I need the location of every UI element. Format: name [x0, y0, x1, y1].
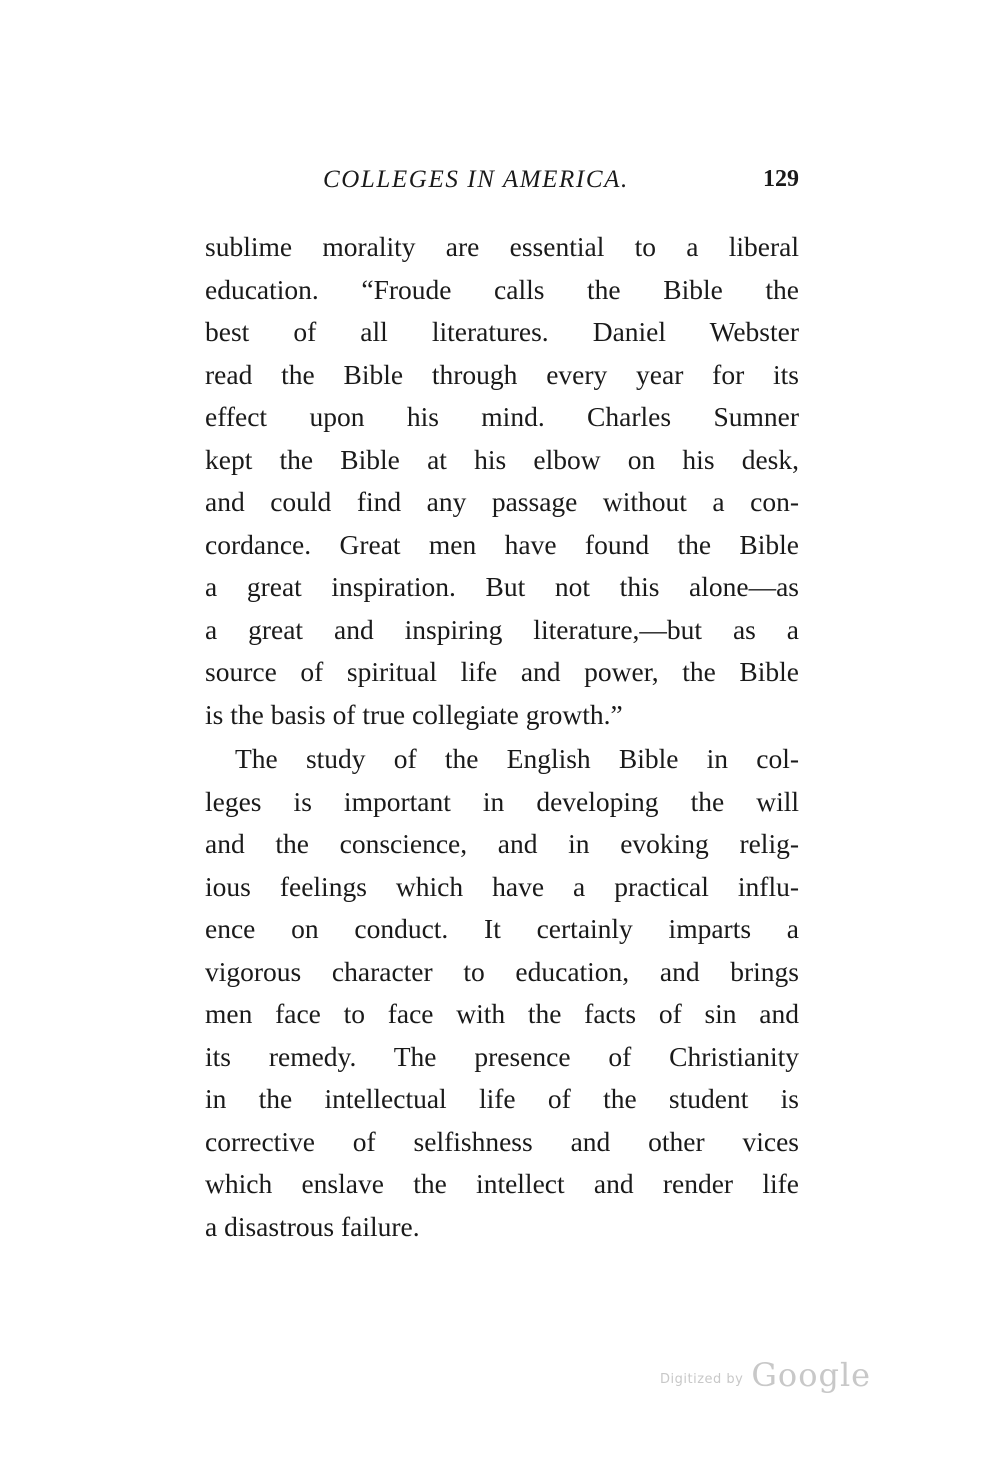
page-number: 129 — [763, 166, 799, 192]
text-line: a great inspiration. But not this alone—as — [205, 571, 799, 602]
google-logo-text: Google — [751, 1356, 872, 1394]
text-line: ence on conduct. It certainly imparts a — [205, 913, 799, 944]
text-line: and the conscience, and in evoking relig- — [205, 828, 799, 859]
text-line: ious feelings which have a practical influ- — [205, 870, 799, 902]
text-line: vigorous character to education, and brings — [205, 955, 799, 987]
text-line: effect upon his mind. Charles Sumner — [205, 401, 799, 432]
text-line: men face to face with the facts of sin and — [205, 998, 799, 1029]
text-line: a great and inspiring literature,—but as a — [205, 613, 799, 645]
running-head — [205, 166, 799, 198]
watermark-prefix: Digitized by — [660, 1372, 744, 1387]
text-line: and could find any passage without a con- — [205, 486, 799, 517]
text-line: read the Bible through every year for its — [205, 358, 799, 390]
paragraph-2 — [205, 738, 799, 1248]
text-line: in the intellectual life of the student is — [205, 1083, 799, 1114]
text-line: cordance. Great men have found the Bible — [205, 528, 799, 560]
text-line: source of spiritual life and power, the Bible — [205, 656, 799, 687]
digitized-by-google-watermark — [660, 1356, 871, 1394]
text-line: its remedy. The presence of Christianity — [205, 1040, 799, 1072]
text-line: which enslave the intellect and render life — [205, 1168, 799, 1199]
text-line: corrective of selfishness and other vices — [205, 1125, 799, 1157]
paragraph-1 — [205, 226, 799, 736]
text-line: kept the Bible at his elbow on his desk, — [205, 443, 799, 475]
text-line: is the basis of true collegiate growth.” — [205, 698, 623, 730]
text-line: leges is important in developing the will — [205, 785, 799, 817]
text-line: The study of the English Bible in col- — [235, 743, 799, 774]
text-line: a disastrous failure. — [205, 1210, 420, 1242]
running-title: COLLEGES IN AMERICA. — [323, 166, 629, 193]
text-line: education. “Froude calls the Bible the — [205, 273, 799, 305]
text-line: sublime morality are essential to a liberal — [205, 231, 799, 262]
text-line: best of all literatures. Daniel Webster — [205, 316, 799, 347]
body-text — [205, 226, 799, 1248]
